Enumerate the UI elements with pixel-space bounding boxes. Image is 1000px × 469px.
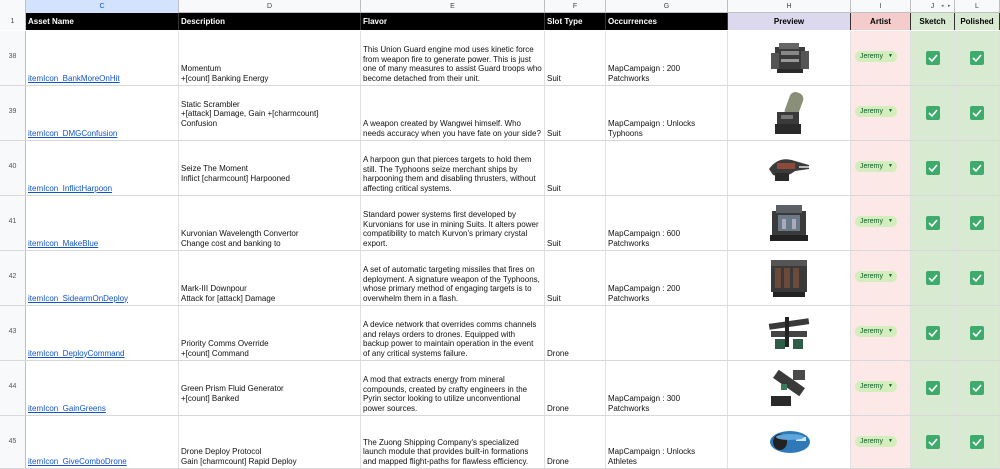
sketch-cell (911, 31, 955, 85)
column-letter-f[interactable]: F (545, 0, 606, 13)
occurrences-line-2: Athletes (608, 456, 637, 466)
artist-dropdown[interactable]: Jeremy ▼ (855, 436, 897, 447)
asset-name-link[interactable]: itemIcon_GiveComboDrone (28, 456, 127, 466)
occurrences-line-1: MapCampaign : Unlocks (608, 447, 696, 456)
artist-dropdown[interactable]: Jeremy ▼ (855, 271, 897, 282)
artist-dropdown[interactable]: Jeremy ▼ (855, 161, 897, 172)
slot-type-text: Drone (547, 403, 569, 413)
header-preview[interactable]: Preview (728, 13, 851, 30)
asset-name-link[interactable]: itemIcon_GainGreens (28, 403, 106, 413)
column-letter-g[interactable]: G (606, 0, 728, 13)
row-number[interactable]: 44 (0, 361, 26, 415)
occurrences-cell[interactable] (606, 196, 728, 250)
flavor-cell[interactable] (361, 196, 545, 250)
occurrences-cell[interactable] (606, 86, 728, 140)
chevron-down-icon: ▼ (888, 273, 893, 279)
artist-cell[interactable] (851, 251, 911, 305)
description-effect: Attack for [attack] Damage (181, 293, 276, 303)
description-title: Momentum (181, 64, 222, 73)
polished-cell (955, 86, 1000, 140)
description-effect: +[attack] Damage, Gain +[charmcount] (181, 109, 319, 118)
flavor-cell[interactable] (361, 251, 545, 305)
occurrences-cell[interactable] (606, 416, 728, 468)
sketch-cell (911, 306, 955, 360)
asset-name-cell[interactable] (26, 416, 179, 468)
slot-type-text: Suit (547, 183, 561, 193)
description-title: Drone Deploy Protocol (181, 447, 262, 456)
artist-dropdown[interactable]: Jeremy ▼ (855, 216, 897, 227)
flavor-text: A mod that extracts energy from mineral compounds, created by crafty engineers in the Pyrin sector looking to utilize unconventional power sources. (363, 375, 528, 413)
occurrences-line-1: MapCampaign : Unlocks (608, 119, 696, 128)
table-row (0, 251, 1000, 306)
column-letter-j[interactable]: J (911, 0, 955, 13)
polished-checkbox[interactable] (970, 161, 984, 175)
sketch-cell (911, 86, 955, 140)
column-letter-c[interactable]: C (26, 0, 179, 13)
slot-type-cell[interactable] (545, 31, 606, 85)
cannon-icon (767, 88, 811, 138)
slot-type-cell[interactable] (545, 306, 606, 360)
description-cell[interactable] (179, 361, 361, 415)
polished-checkbox[interactable] (970, 326, 984, 340)
description-cell[interactable] (179, 86, 361, 140)
description-title: Kurvonian Wavelength Convertor (181, 229, 299, 238)
flavor-text: Standard power systems first developed by Kurvonians for use in mining Suits. It alters power compatibility to match Kurvon's primary crystal export. (363, 210, 539, 248)
chevron-down-icon: ▼ (888, 383, 893, 389)
asset-name-link[interactable]: itemIcon_DeployCommand (28, 348, 125, 358)
row-number[interactable]: 38 (0, 31, 26, 85)
sketch-checkbox[interactable] (926, 161, 940, 175)
occurrences-cell[interactable] (606, 251, 728, 305)
row-number[interactable]: 43 (0, 306, 26, 360)
flavor-cell[interactable] (361, 416, 545, 468)
chevron-down-icon: ▼ (888, 218, 893, 224)
preview-cell[interactable] (728, 86, 851, 140)
checkmark-icon (971, 436, 983, 448)
preview-cell[interactable] (728, 141, 851, 195)
sketch-checkbox[interactable] (926, 326, 940, 340)
slot-type-cell[interactable] (545, 86, 606, 140)
occurrences-line-2: Patchworks (608, 73, 650, 83)
select-all-corner[interactable] (0, 0, 26, 13)
asset-name-cell[interactable] (26, 86, 179, 140)
header-sketch[interactable]: Sketch (911, 13, 955, 30)
flavor-text: A weapon created by Wangwei himself. Who needs accuracy when you have fate on your side? (363, 119, 541, 138)
sketch-cell (911, 361, 955, 415)
flavor-text: This Union Guard engine mod uses kinetic force from weapon fire to generate power. This is just one of many measures to assist Guard troops who become detached from their unit. (363, 45, 542, 83)
description-title: Seize The Moment (181, 164, 248, 173)
asset-name-cell[interactable] (26, 31, 179, 85)
header-asset-name[interactable]: Asset Name (26, 13, 179, 30)
occurrences-line-2: Patchworks (608, 403, 650, 413)
column-letter-bar (0, 0, 1000, 13)
chevron-down-icon: ▼ (888, 53, 893, 59)
artist-cell[interactable] (851, 361, 911, 415)
artist-cell[interactable] (851, 306, 911, 360)
polished-cell (955, 31, 1000, 85)
description-cell[interactable] (179, 416, 361, 468)
description-cell[interactable] (179, 196, 361, 250)
chevron-down-icon: ▼ (888, 163, 893, 169)
checkmark-icon (971, 272, 983, 284)
occurrences-line-1: MapCampaign : 200 (608, 284, 681, 293)
flavor-text: The Zuong Shipping Company's specialized launch module that provides built-in formations and mapped flight-paths for flawless efficiency. (363, 437, 529, 466)
row-number[interactable]: 45 (0, 416, 26, 468)
chevron-down-icon: ▼ (888, 438, 893, 444)
asset-name-link[interactable]: itemIcon_BankMoreOnHit (28, 73, 120, 83)
sketch-cell (911, 251, 955, 305)
header-artist[interactable]: Artist (851, 13, 911, 30)
column-letter-d[interactable]: D (179, 0, 361, 13)
description-title: Mark-III Downpour (181, 284, 247, 293)
missile-pod-icon (767, 256, 811, 300)
flavor-cell[interactable] (361, 306, 545, 360)
polished-checkbox[interactable] (970, 216, 984, 230)
occurrences-cell[interactable] (606, 141, 728, 195)
flavor-text: A harpoon gun that pierces targets to hold them still. The Typhoons seize merchant ships by harpooning them and disabling thrusters, without affecting critical systems. (363, 155, 536, 193)
preview-cell[interactable] (728, 31, 851, 85)
checkmark-icon (971, 52, 983, 64)
description-title: Green Prism Fluid Generator (181, 384, 284, 393)
description-effect-cont: Confusion (181, 118, 218, 128)
sketch-checkbox[interactable] (926, 381, 940, 395)
row-number[interactable]: 1 (0, 13, 26, 30)
artist-cell[interactable] (851, 196, 911, 250)
checkmark-icon (971, 217, 983, 229)
preview-cell[interactable] (728, 196, 851, 250)
occurrences-cell[interactable] (606, 31, 728, 85)
artist-cell[interactable] (851, 141, 911, 195)
polished-cell (955, 196, 1000, 250)
asset-name-link[interactable]: itemIcon_MakeBlue (28, 238, 99, 248)
table-row (0, 196, 1000, 251)
slot-type-text: Suit (547, 73, 561, 83)
column-letter-i[interactable]: I (851, 0, 911, 13)
header-row (0, 13, 1000, 30)
polished-checkbox[interactable] (970, 106, 984, 120)
asset-name-cell[interactable] (26, 251, 179, 305)
asset-name-link[interactable]: itemIcon_DMGConfusion (28, 128, 118, 138)
collapse-right-icon[interactable]: ▸ (948, 3, 951, 9)
description-cell[interactable] (179, 251, 361, 305)
occurrences-line-2: Typhoons (608, 128, 643, 138)
slot-type-text: Drone (547, 456, 569, 466)
slot-type-cell[interactable] (545, 361, 606, 415)
engine-block-icon (767, 39, 811, 77)
artist-dropdown[interactable]: Jeremy ▼ (855, 326, 897, 337)
artist-dropdown[interactable]: Jeremy ▼ (855, 381, 897, 392)
description-effect: Change cost and banking to (181, 238, 281, 248)
description-cell[interactable] (179, 306, 361, 360)
drone-launcher-icon (766, 425, 812, 459)
description-effect: Gain [charmcount] Rapid Deploy (181, 456, 297, 466)
checkmark-icon (971, 327, 983, 339)
description-title: Static Scrambler (181, 99, 240, 109)
slot-type-text: Suit (547, 238, 561, 248)
description-cell[interactable] (179, 31, 361, 85)
checkmark-icon (927, 327, 939, 339)
description-effect: +[count] Banking Energy (181, 73, 269, 83)
fluid-generator-icon (765, 366, 813, 410)
artist-dropdown[interactable]: Jeremy ▼ (855, 51, 897, 62)
flavor-cell[interactable] (361, 141, 545, 195)
preview-cell[interactable] (728, 361, 851, 415)
artist-cell[interactable] (851, 31, 911, 85)
sketch-checkbox[interactable] (926, 271, 940, 285)
sketch-checkbox[interactable] (926, 51, 940, 65)
table-row (0, 361, 1000, 416)
checkmark-icon (927, 217, 939, 229)
artist-cell[interactable] (851, 416, 911, 468)
sketch-cell (911, 196, 955, 250)
polished-checkbox[interactable] (970, 271, 984, 285)
preview-cell[interactable] (728, 416, 851, 468)
table-row (0, 31, 1000, 86)
header-polished[interactable]: Polished (955, 13, 1000, 30)
polished-checkbox[interactable] (970, 435, 984, 449)
polished-cell (955, 251, 1000, 305)
flavor-cell[interactable] (361, 361, 545, 415)
asset-name-link[interactable]: itemIcon_InflictHarpoon (28, 183, 113, 193)
flavor-cell[interactable] (361, 86, 545, 140)
checkmark-icon (927, 272, 939, 284)
column-letter-e[interactable]: E (361, 0, 545, 13)
polished-cell (955, 416, 1000, 468)
row-number[interactable]: 39 (0, 86, 26, 140)
occurrences-cell[interactable] (606, 361, 728, 415)
occurrences-line-1: MapCampaign : 600 (608, 229, 681, 238)
asset-name-cell[interactable] (26, 141, 179, 195)
flavor-cell[interactable] (361, 31, 545, 85)
header-occurrences[interactable]: Occurrences (606, 13, 728, 30)
row-number[interactable]: 41 (0, 196, 26, 250)
column-letter-h[interactable]: H (728, 0, 851, 13)
occurrences-cell[interactable] (606, 306, 728, 360)
chevron-down-icon: ▼ (888, 108, 893, 114)
slot-type-text: Suit (547, 128, 561, 138)
artist-cell[interactable] (851, 86, 911, 140)
table-row (0, 306, 1000, 361)
column-letter-l[interactable]: L (955, 0, 1000, 13)
preview-cell[interactable] (728, 306, 851, 360)
preview-cell[interactable] (728, 251, 851, 305)
chevron-down-icon: ▼ (888, 328, 893, 334)
header-slot-type[interactable]: Slot Type (545, 13, 606, 30)
asset-name-link[interactable]: itemIcon_SidearmOnDeploy (28, 293, 129, 303)
occurrences-line-1: MapCampaign : 200 (608, 64, 681, 73)
table-row (0, 141, 1000, 196)
checkmark-icon (971, 382, 983, 394)
flavor-text: A device network that overrides comms channels and relays orders to drones. Equipped with backup power to maintain operation in the event of any critical systems failure. (363, 320, 537, 358)
checkmark-icon (927, 52, 939, 64)
table-row (0, 86, 1000, 141)
description-title: Priority Comms Override (181, 339, 269, 348)
polished-cell (955, 361, 1000, 415)
sketch-checkbox[interactable] (926, 106, 940, 120)
slot-type-cell[interactable] (545, 416, 606, 468)
checkmark-icon (927, 436, 939, 448)
checkmark-icon (971, 162, 983, 174)
description-effect: Inflict [charmcount] Harpooned (181, 173, 290, 183)
slot-type-text: Drone (547, 348, 569, 358)
sketch-cell (911, 141, 955, 195)
asset-name-cell[interactable] (26, 361, 179, 415)
polished-cell (955, 141, 1000, 195)
slot-type-cell[interactable] (545, 251, 606, 305)
sketch-cell (911, 416, 955, 468)
sketch-checkbox[interactable] (926, 435, 940, 449)
sketch-checkbox[interactable] (926, 216, 940, 230)
polished-checkbox[interactable] (970, 381, 984, 395)
slot-type-cell[interactable] (545, 141, 606, 195)
description-cell[interactable] (179, 141, 361, 195)
header-flavor[interactable]: Flavor (361, 13, 545, 30)
header-description[interactable]: Description (179, 13, 361, 30)
asset-name-cell[interactable] (26, 306, 179, 360)
occurrences-line-1: MapCampaign : 300 (608, 394, 681, 403)
table-row (0, 416, 1000, 469)
row-number[interactable]: 40 (0, 141, 26, 195)
checkmark-icon (927, 382, 939, 394)
polished-cell (955, 306, 1000, 360)
flavor-text: A set of automatic targeting missiles that fires on deployment. A signature weapon of the Typhoons, whose primary method of engaging targets is to overwhelm them in a flash. (363, 265, 540, 303)
occurrences-line-2: Patchworks (608, 238, 650, 248)
checkmark-icon (927, 162, 939, 174)
description-effect: +[count] Banked (181, 393, 240, 403)
asset-name-cell[interactable] (26, 196, 179, 250)
checkmark-icon (971, 107, 983, 119)
row-number[interactable]: 42 (0, 251, 26, 305)
comms-device-icon (765, 313, 813, 353)
slot-type-cell[interactable] (545, 196, 606, 250)
slot-type-text: Suit (547, 293, 561, 303)
power-convertor-icon (766, 201, 812, 245)
occurrences-line-2: Patchworks (608, 293, 650, 303)
description-effect: +[count] Command (181, 348, 249, 358)
artist-dropdown[interactable]: Jeremy ▼ (855, 106, 897, 117)
collapse-left-icon[interactable]: ◂ (941, 3, 944, 9)
checkmark-icon (927, 107, 939, 119)
polished-checkbox[interactable] (970, 51, 984, 65)
harpoon-gun-icon (765, 151, 813, 185)
